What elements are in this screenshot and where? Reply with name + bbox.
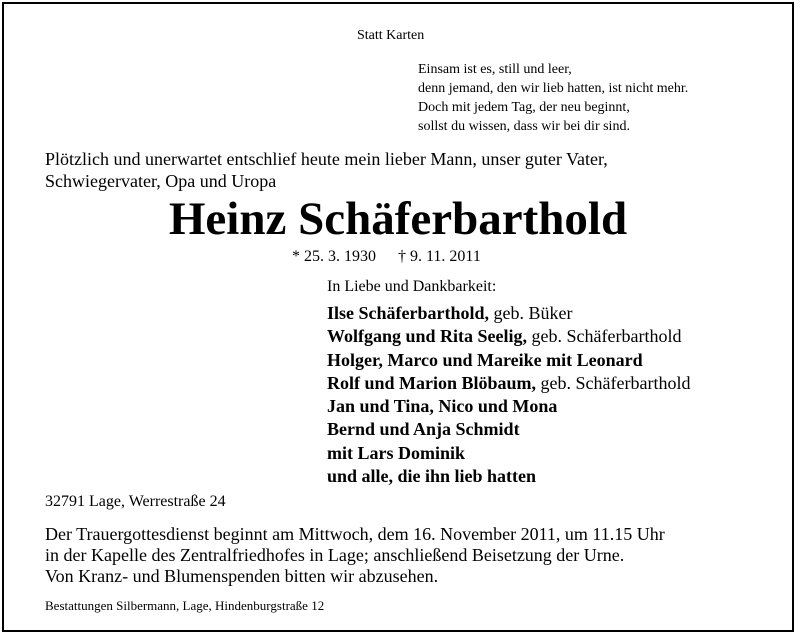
service-line: Von Kranz- und Blumenspenden bitten wir abzusehen. bbox=[45, 566, 439, 586]
funeral-home-footer: Bestattungen Silbermann, Lage, Hindenburgstraße 12 bbox=[45, 598, 325, 613]
intro-line: Schwiegervater, Opa und Uropa bbox=[45, 171, 277, 191]
intro-line: Plötzlich und unerwartet entschlief heute mein lieber Mann, unser guter Vater, bbox=[45, 149, 608, 169]
poem-line: Doch mit jedem Tag, der neu beginnt, bbox=[418, 100, 630, 115]
death-date: † 9. 11. 2011 bbox=[398, 248, 481, 265]
mourner-line: Wolfgang und Rita Seelig, geb. Schäferbarthold bbox=[327, 326, 682, 347]
service-line: in der Kapelle des Zentralfriedhofes in Lage; anschließend Beisetzung der Urne. bbox=[45, 545, 625, 565]
life-dates bbox=[292, 248, 481, 266]
birth-date: * 25. 3. 1930 bbox=[292, 248, 376, 265]
intro-text bbox=[45, 148, 608, 192]
statt-karten-label: Statt Karten bbox=[357, 28, 425, 43]
mourner-line: Holger, Marco und Mareike mit Leonard bbox=[327, 349, 643, 370]
mourner-line: Ilse Schäferbarthold, geb. Büker bbox=[327, 303, 573, 323]
mourner-line: Rolf und Marion Blöbaum, geb. Schäferbarthold bbox=[327, 372, 691, 393]
poem-line: sollst du wissen, dass wir bei dir sind. bbox=[418, 119, 630, 134]
mourner-line: Jan und Tina, Nico und Mona bbox=[327, 396, 558, 417]
poem-line: Einsam ist es, still und leer, bbox=[418, 62, 572, 77]
obituary-notice bbox=[2, 2, 794, 632]
mourner-line: und alle, die ihn lieb hatten bbox=[327, 466, 537, 487]
poem bbox=[418, 60, 688, 136]
mourners-intro: In Liebe und Dankbarkeit: bbox=[327, 278, 497, 295]
mourner-line: mit Lars Dominik bbox=[327, 442, 466, 463]
poem-line: denn jemand, den wir lieb hatten, ist nicht mehr. bbox=[418, 81, 689, 96]
service-line: Der Trauergottesdienst beginnt am Mittwoch, dem 16. November 2011, um 11.15 Uhr bbox=[45, 524, 665, 544]
mourner-line: Bernd und Anja Schmidt bbox=[327, 419, 520, 440]
service-info bbox=[45, 524, 665, 587]
family-address: 32791 Lage, Werrestraße 24 bbox=[45, 493, 226, 510]
mourners-list bbox=[327, 302, 691, 488]
deceased-name: Heinz Schäferbarthold bbox=[168, 193, 628, 245]
